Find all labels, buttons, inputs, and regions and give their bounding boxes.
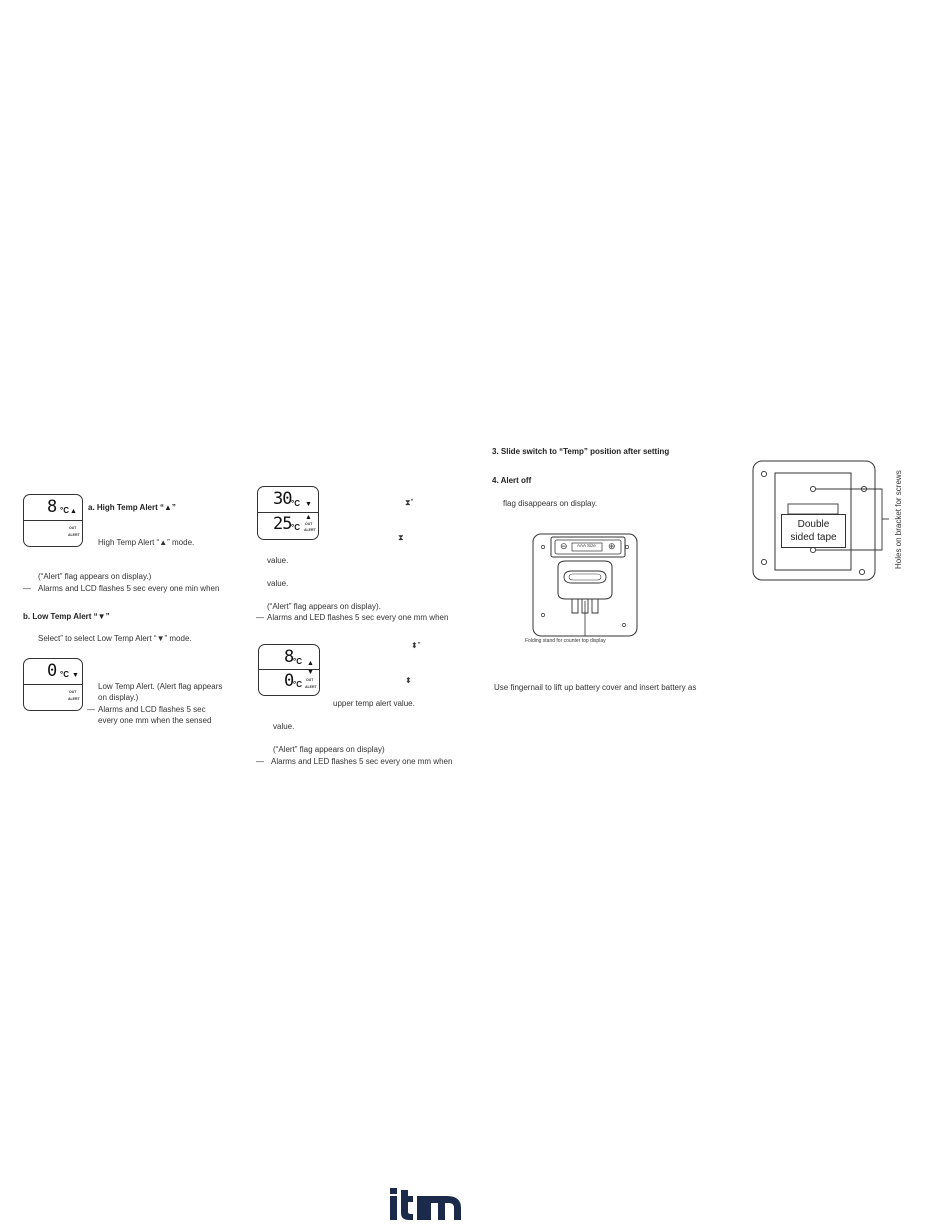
high-temp-alert-heading: a. High Temp Alert “▲” bbox=[88, 503, 176, 512]
low-alert-text-2: on display.) bbox=[98, 693, 139, 702]
low-temp-select-note: Select” to select Low Temp Alert “▼” mode. bbox=[38, 634, 192, 643]
lcd-unit: °C bbox=[291, 523, 300, 532]
high-temp-alert-mode: High Temp Alert “▲” mode. bbox=[98, 538, 195, 547]
alarm-note: Alarms and LCD flashes 5 sec every one min when bbox=[38, 584, 220, 593]
device-back-diagram bbox=[532, 533, 638, 637]
lcd-display-range-high bbox=[257, 486, 319, 540]
double-sided-tape-box bbox=[781, 514, 846, 548]
lcd-out-flag: OUT bbox=[69, 690, 77, 694]
alert-flag-note: (“Alert” flag appears on display.) bbox=[38, 572, 152, 581]
diamond-symbol: ⬍ bbox=[405, 676, 412, 685]
dash: — bbox=[87, 705, 95, 714]
lcd-display-low-alert bbox=[23, 658, 83, 711]
dash: — bbox=[256, 757, 264, 766]
dash: — bbox=[256, 613, 264, 622]
lcd-top-reading: 8 bbox=[47, 497, 57, 517]
upper-alert-text: upper temp alert value. bbox=[333, 699, 415, 708]
updown-symbol: ⧗” bbox=[405, 498, 414, 507]
lcd-unit: °C bbox=[293, 680, 302, 689]
step-4-heading: 4. Alert off bbox=[492, 476, 532, 485]
lcd-display-high-alert bbox=[23, 494, 83, 547]
alert-flag-note: (“Alert” flag appears on display) bbox=[273, 745, 385, 754]
diamond-symbol: ⬍” bbox=[411, 641, 421, 650]
lcd-divider bbox=[24, 520, 82, 521]
low-alert-text-1: Low Temp Alert. (Alert flag appears bbox=[98, 682, 223, 691]
alert-flag-note: (“Alert” flag appears on display). bbox=[267, 602, 381, 611]
wall-bracket-diagram bbox=[752, 460, 912, 582]
lcd-bottom-reading: 0 bbox=[284, 671, 294, 691]
low-temp-alert-heading: b. Low Temp Alert “▼” bbox=[23, 612, 110, 621]
lcd-divider bbox=[24, 684, 82, 685]
battery-plus-icon: ⊕ bbox=[608, 541, 616, 551]
updown-symbol: ⧗ bbox=[398, 533, 404, 542]
lcd-divider bbox=[258, 512, 318, 513]
lcd-unit: °C bbox=[60, 670, 69, 679]
alarm-note-low-2: every one mm when the sensed bbox=[98, 716, 212, 725]
holes-for-screws-label: Holes on bracket for screws bbox=[894, 470, 903, 569]
lcd-out-flag: OUT bbox=[69, 526, 77, 530]
lcd-alert-flag: ALERT bbox=[305, 685, 317, 689]
stand-caption: Folding stand for counter top display bbox=[525, 638, 606, 644]
value-text: value. bbox=[267, 579, 289, 588]
lcd-unit: °C bbox=[291, 499, 300, 508]
lcd-arrow-top: ▼ bbox=[305, 501, 312, 508]
fingernail-instruction: Use fingernail to lift up battery cover and insert battery as bbox=[494, 683, 697, 692]
itm-logo bbox=[389, 1188, 463, 1220]
low-alert-arrow: ▼ bbox=[72, 672, 79, 679]
dash: — bbox=[23, 584, 31, 593]
lcd-alert-flag: ALERT bbox=[68, 533, 80, 537]
step-3-heading: 3. Slide switch to “Temp” position after setting bbox=[492, 447, 670, 456]
itm-logo-mark bbox=[389, 1188, 463, 1220]
battery-minus-icon: ⊖ bbox=[560, 541, 568, 551]
high-alert-arrow: ▲ bbox=[70, 508, 77, 515]
lcd-display-range-low bbox=[258, 644, 320, 696]
lcd-top-reading: 0 bbox=[47, 661, 57, 681]
alarm-note: Alarms and LED flashes 5 sec every one mm when bbox=[267, 613, 449, 622]
tape-label-line-1: Double bbox=[797, 519, 830, 530]
lcd-unit: °C bbox=[60, 506, 69, 515]
lcd-out-flag: OUT bbox=[306, 678, 314, 682]
lcd-bottom-reading: 25 bbox=[273, 514, 292, 534]
alarm-note: Alarms and LED flashes 5 sec every one mm when bbox=[271, 757, 453, 766]
lcd-arrow-bottom: ▲ bbox=[305, 514, 312, 521]
lcd-top-reading: 30 bbox=[273, 489, 292, 509]
lcd-alert-flag: ALERT bbox=[304, 528, 316, 532]
alarm-note-low-1: Alarms and LCD flashes 5 sec bbox=[98, 705, 206, 714]
lcd-alert-flag: ALERT bbox=[68, 697, 80, 701]
lcd-out-flag: OUT bbox=[305, 522, 313, 526]
lcd-arrow-top: ▲ bbox=[307, 660, 314, 667]
flag-off-text: flag disappears on display. bbox=[503, 499, 598, 508]
value-text: value. bbox=[267, 556, 289, 565]
value-text: value. bbox=[273, 722, 295, 731]
battery-size-label: AAA Size bbox=[577, 543, 596, 548]
lcd-unit: °C bbox=[293, 657, 302, 666]
tape-label-line-2: sided tape bbox=[790, 532, 837, 543]
lcd-top-reading: 8 bbox=[284, 647, 294, 667]
lcd-arrow-bottom: ▼ bbox=[307, 669, 314, 676]
